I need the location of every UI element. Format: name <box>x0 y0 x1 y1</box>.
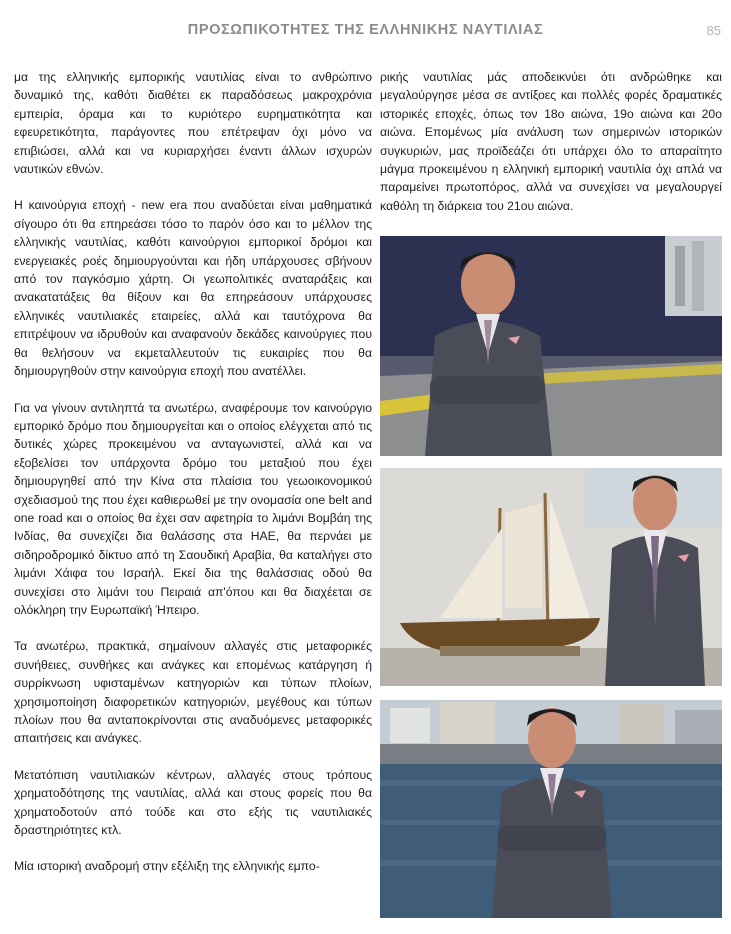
body-paragraph: Μία ιστορική αναδρομή στην εξέλιξη της ελληνικής εμπο- <box>14 859 320 874</box>
ship-model-scene-illustration <box>380 468 722 686</box>
body-paragraph: Η καινούργια εποχή - new era που αναδύεται είναι μαθηματικά σίγουρο ότι θα επηρεάσει τόσο το παρόν όσο και το μέλλον της ελληνικής ναυτιλίας, καθότι καινούργιοι εμπορικοί δρόμοι και ενεργειακές ροές δημιουργούνται και ήδη υπάρχουσες σβήνουν από τον παγκόσμιο χάρτη. Οι γεωπολιτικές αναταράξεις και ανακατατάξεις θα θίξουν και θα επηρεάσουν υπάρχουσες ελληνικές ναυτιλιακές εταιρείες, αλλά και ταυτόχρονα θα επιτρέψουν να ιδρυθούν και αναφανούν δεκάδες καινούργιες που θα θελήσουν να εκμεταλλευτούν τις ευκαιρίες που θα δημιουργηθούν στην καινούργια εποχή που ανατέλλει. <box>14 198 372 379</box>
page-header <box>0 22 731 46</box>
body-paragraph: Τα ανωτέρω, πρακτικά, σημαίνουν αλλαγές στις μεταφορικές συνήθειες, συνθήκες και ανάγκες και επομένως κατάργηση ή συρρίκνωση υφισταμένων κατηγοριών και τύπων πλοίων, χρησιμοποίηση διαφορετικών κατηγοριών, μεγέθους και τύπων πλοίων που θα ανταποκρίνονται στις αναδυόμενες μεταφορικές απαιτήσεις και ανάγκες. <box>14 639 372 746</box>
body-paragraph: Για να γίνουν αντιληπτά τα ανωτέρω, αναφέρουμε τον καινούργιο εμπορικό δρόμο που δημιουργείται και ο οποίος ελέγχεται από τις δυτικές χώρες προκειμένου να ανταγωνιστεί, αλλά και να εξοβελίσει τον υπάρχοντα δρόμο του μεταξιού που έχει δημιουργηθεί από την Κίνα στα πλαίσια του γεωοικονομικού σχεδιασμού της που έχει καθιερωθεί με την ονομασία one belt and one road και ο οποίος θα έχει σαν αφετηρία το λιμάνι Βομβάη της Ινδίας, θα συνεχίζει δια θαλάσσης στα ΗΑΕ, θα περνάει με σιδηροδρομικό δίκτυο από τη Σαουδική Αραβία, θα καταλήγει στο λιμάνι Χάιφα του Ισραήλ. Εκεί δια της θαλάσσιας οδού θα συνεχίσει στο λιμάνι του Πειραιά απ'όπου και θα διαχέεται σε ολόκληρη την Ευρωπαϊκή Ήπειρο. <box>14 400 372 617</box>
portrait-photo-ship-model <box>380 468 722 686</box>
page-number: 85 <box>706 23 721 38</box>
portrait-photo-dock <box>380 236 722 456</box>
left-text-column <box>14 68 372 894</box>
portrait-photo-harbor <box>380 700 722 918</box>
dock-scene-illustration <box>380 236 722 456</box>
running-header-title: ΠΡΟΣΩΠΙΚΟΤΗΤΕΣ ΤΗΣ ΕΛΛΗΝΙΚΗΣ ΝΑΥΤΙΛΙΑΣ <box>187 22 544 38</box>
body-paragraph: ρικής ναυτιλίας μάς αποδεικνύει ότι ανδρώθηκε και μεγαλούργησε μέσα σε αντίξοες και πολλές φορές δραματικές ιστορικές εποχές, όπως τον 18ο αιώνα, 19ο αιώνα και 20ο αιώνα. Επομένως μία ανάλυση των σημερινών ιστορικών συγκυριών, μας προϊδεάζει ότι υπάρχει όλο το απαραίτητο μάγμα προκειμένου η ελληνική εμπορική ναυτιλία όχι απλά να παραμείνει πρωτοπόρος, αλλά να συνεχίσει να μεγαλουργεί καθόλη τη διάρκεια του 21ου αιώνα. <box>380 70 722 213</box>
body-paragraph: μα της ελληνικής εμπορικής ναυτιλίας είναι το ανθρώπινο δυναμικό της, καθότι διαθέτει εκ παραδόσεως μακροχρόνια εμπειρία, όραμα και το κυριότερο ευρηματικότητα και εφευρετικότητα, παράγοντες που επέτρεψαν όχι μόνο να επιβιώσει, αλλά και να κυριαρχήσει έναντι άλλων ισχυρών ναυτικών εθνών. <box>14 70 372 177</box>
right-text-column <box>380 68 722 233</box>
harbor-scene-illustration <box>380 700 722 918</box>
body-paragraph: Μετατόπιση ναυτιλιακών κέντρων, αλλαγές στους τρόπους χρηματοδότησης της ναυτιλίας, αλλά και στους φορείς που θα χρηματοδοτούν από τούδε και στο εξής τις ναυτιλιακές δραστηριότητες κτλ. <box>14 767 372 838</box>
